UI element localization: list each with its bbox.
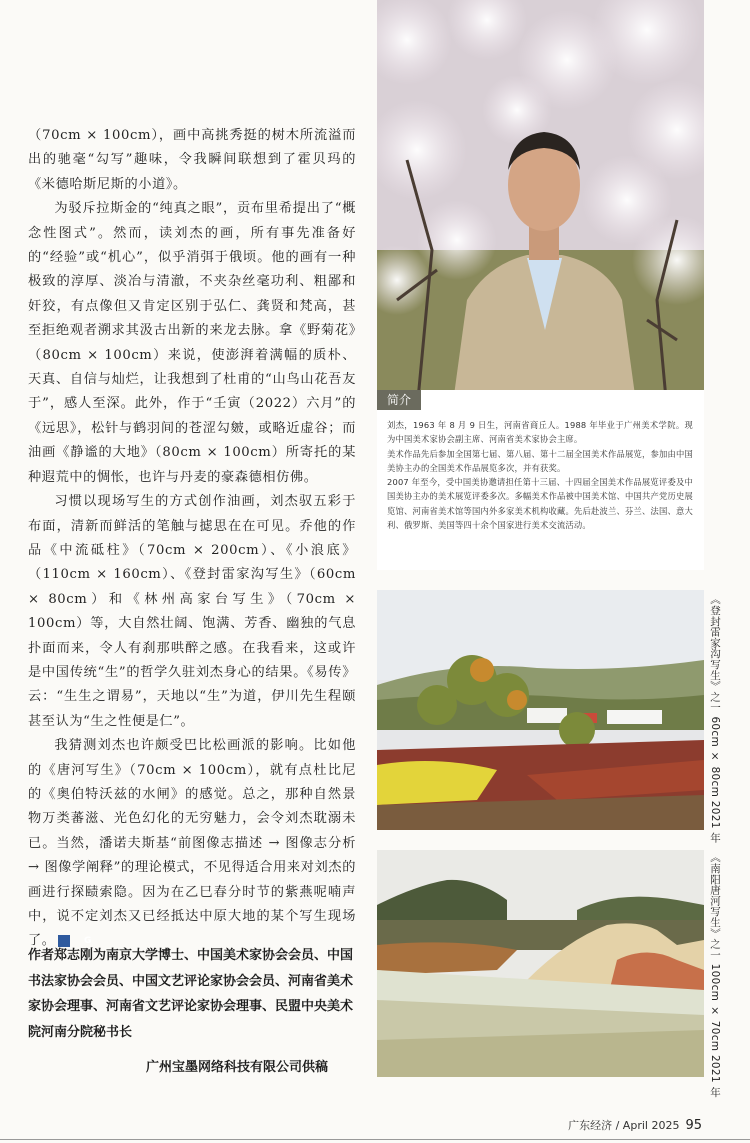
article-paragraph: 为驳斥拉斯金的“纯真之眼”，贡布里希提出了“概念性图式”。然而，读刘杰的画，所有事先准备好的“经验”或“机心”，似乎消弭于俄顷。他的画有一种极致的淳厚、淡冶与清澈，不夹杂丝毫功利、粗鄙和奸狡，有点像但又肯定区别于弘仁、龚贤和梵高，甚至拒绝观者溯求其汲古出新的来龙去脉。拿《野菊花》（80cm × 100cm）来说，使澎湃着满幅的质朴、天真、自信与灿烂，让我想到了杜甫的“山鸟山花吾友于”，感人至深。此外，作于“壬寅（2022）六月”的《远思》，松针与鹤羽间的苍涩勾皴，或略近虚谷；而油画《静谧的大地》（80cm × 100cm）所寄托的某种遐荒中的惆怅，也许与丹麦的豪森德相仿佛。 (28, 201, 356, 485)
page-footer (568, 1117, 702, 1133)
article-body (28, 124, 356, 954)
painting-dengfeng-image (377, 590, 704, 830)
article-paragraph: 习惯以现场写生的方式创作油画，刘杰驭五彩于布面，清新而鲜活的笔触与摅思在在可见。乔他的作品《中流砥柱》（70cm × 200cm）、《小浪底》（110cm × 160cm）、《登封雷家沟写生》（60cm × 80cm）和《林州高家台写生》（70cm × 100cm）等，大自然壮阔、饱满、芳香、幽独的气息扑面而来，令人有刹那哄醉之感。在我看来，这或许是中国传统“生”的哲学久驻刘杰身心的结果。《易传》云：“生生之谓易”，天地以“生”为道，伊川先生程颐甚至认为“生之性便是仁”。 (28, 494, 356, 729)
intro-paragraph: 2007 年至今，受中国美协邀请担任第十三届、十四届全国美术作品展览评委及中国美协主办的美术展览评委多次。多幅美术作品被中国美术馆、中国共产党历史展览馆、河南省美术馆等国内外多家美术机构收藏。先后赴波兰、芬兰、法国、意大利、俄罗斯、美国等四十余个国家进行美术交流活动。 (387, 477, 693, 531)
portrait-illustration (377, 0, 704, 410)
magazine-issue: 广东经济 / April 2025 (568, 1119, 680, 1132)
intro-label: 简介 (377, 390, 421, 410)
article-paragraph-last (28, 734, 356, 954)
article-paragraph: （70cm × 100cm），画中高挑秀挺的树木所流溢而出的驰毫“勾写”趣味，令我瞬间联想到了霍贝玛的《米德哈斯尼斯的小道》。 (28, 128, 356, 192)
painting-tanghe-image (377, 850, 704, 1077)
intro-paragraph: 美术作品先后参加全国第七届、第八届、第十二届全国美术作品展览，参加由中国美协主办的全国美术作品展览多次，并有获奖。 (387, 448, 693, 473)
painting-tanghe-caption: 《南阳唐河写生》之一 100cm × 70cm 2021 年 (709, 852, 721, 1098)
author-note: 作者郑志刚为南京大学博士、中国美术家协会会员、中国书法家协会会员、中国文艺评论家协会会员、河南省美术家协会理事、河南省文艺评论家协会理事、民盟中央美术院河南分院秘书长 (28, 948, 354, 1040)
intro-paragraph: 刘杰，1963 年 8 月 9 日生，河南省商丘人。1988 年毕业于广州美术学院。现为中国美术家协会副主席、河南省美术家协会主席。 (387, 420, 693, 445)
end-mark-icon: G (58, 935, 70, 947)
artist-portrait-photo (377, 0, 704, 410)
intro-text (387, 418, 693, 532)
painting-dengfeng (377, 590, 704, 830)
supplier-credit: 广州宝墨网络科技有限公司供稿 (146, 1060, 329, 1075)
artist-intro-box (377, 390, 704, 570)
painting-dengfeng-caption: 《登封雷家沟写生》之一 60cm × 80cm 2021 年 (709, 594, 721, 844)
painting-tanghe (377, 850, 704, 1077)
footer-divider (0, 1139, 750, 1140)
page-number: 95 (685, 1118, 702, 1133)
article-paragraph-text: 我猜测刘杰也许颇受巴比松画派的影响。比如他的《唐河写生》（70cm × 100cm），就有点杜比尼的《奥伯特沃兹的水闸》的感觉。总之，那种自然景物万类蕃滋、光色幻化的无穷魅力，会令刘杰耽溺未已。当然，潘诺夫斯基“前图像志描述 → 图像志分析 → 图像学阐释”的理论模式，不见得适合用来对刘杰的画进行探赜索隐。因为在乙巳春分时节的紫燕呢喃声中，说不定刘杰又已经抵达中原大地的某个写生现场了。 (28, 738, 356, 949)
